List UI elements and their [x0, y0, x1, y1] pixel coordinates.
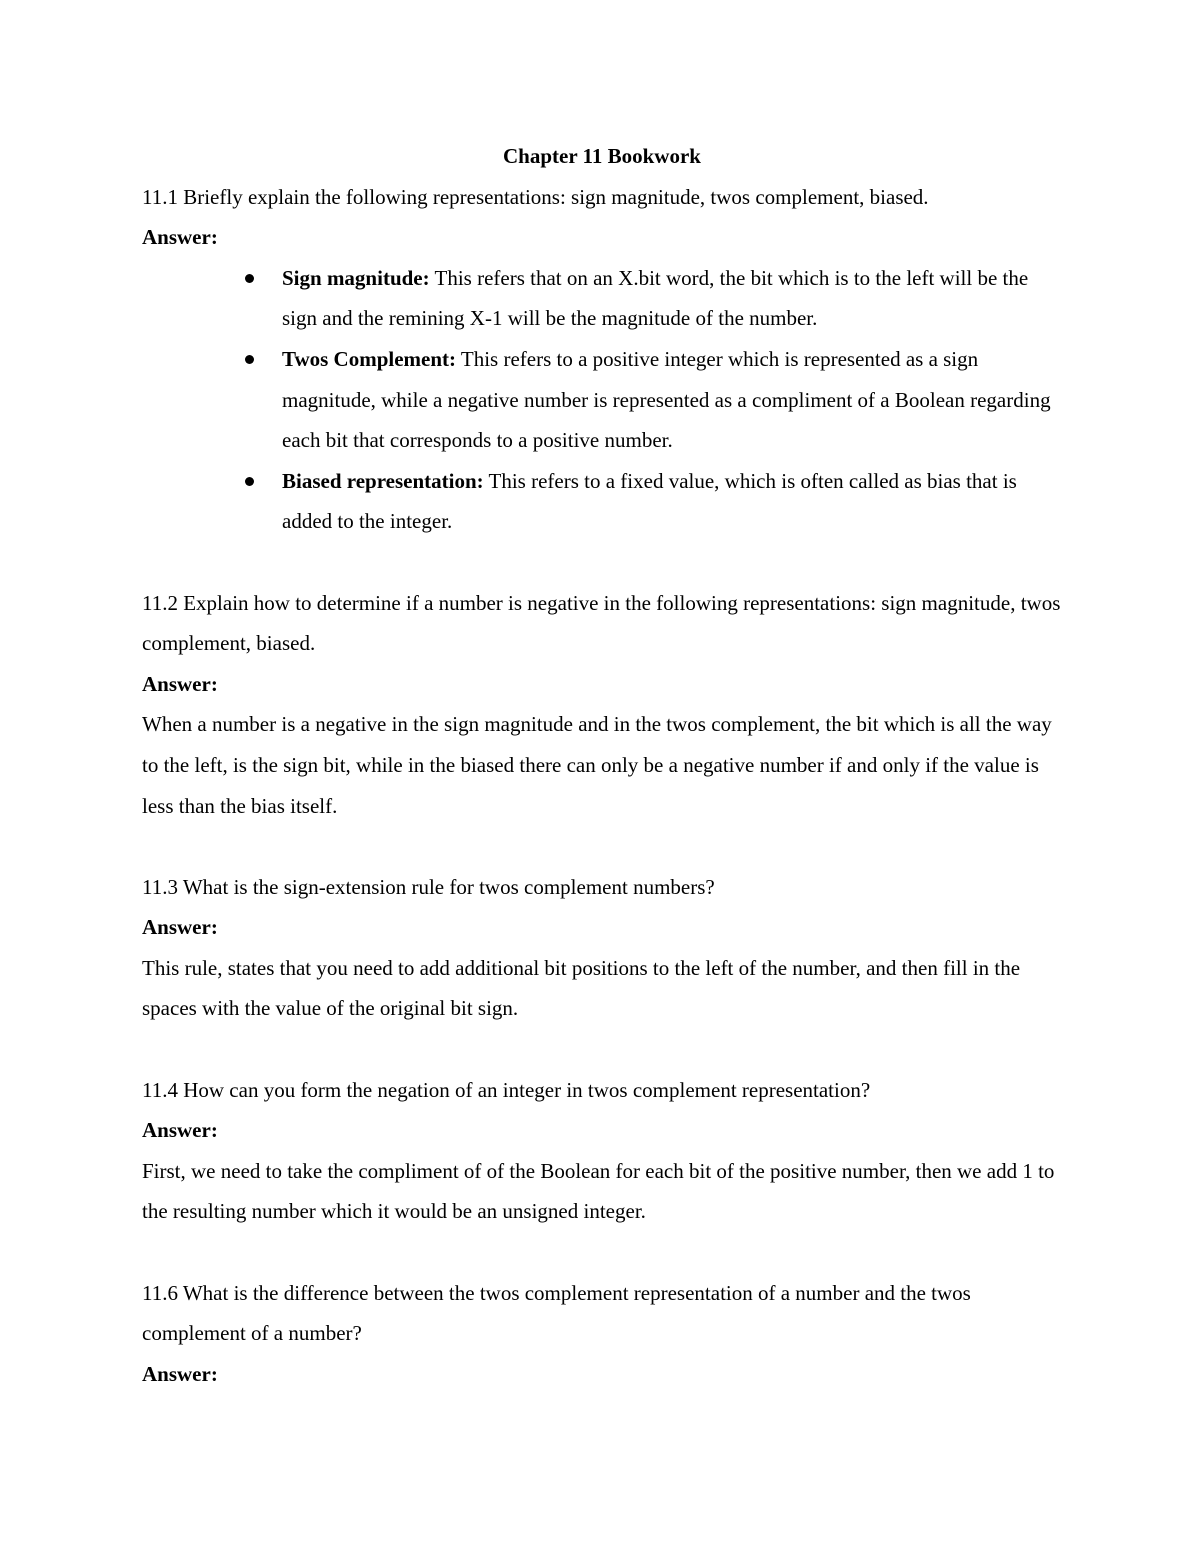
bullet-icon: [245, 355, 254, 364]
answer-label-11-6: Answer:: [142, 1361, 218, 1386]
answer-label-11-1: Answer:: [142, 225, 218, 250]
spacer: [142, 542, 1062, 583]
bullet-text: This refers to a positive integer which is represented as a sign magnitude, while a negative number is represented as a compliment of a Boolean regarding each bit that corresponds to a positive number.: [282, 346, 1051, 453]
answer-label-11-4: Answer:: [142, 1118, 218, 1143]
answer-label-11-2: Answer:: [142, 671, 218, 696]
page-title: Chapter 11 Bookwork: [503, 144, 701, 168]
spacer: [142, 1029, 1062, 1070]
list-item: [282, 461, 1062, 542]
list-item: [282, 258, 1062, 339]
bullet-term: Sign magnitude:: [282, 265, 430, 290]
question-11-3: 11.3 What is the sign-extension rule for twos complement numbers?: [142, 874, 715, 899]
question-11-2: 11.2 Explain how to determine if a number is negative in the following representations: sign magnitude, twos complement, biased.: [142, 590, 1061, 656]
bullet-term: Biased representation:: [282, 468, 484, 493]
question-11-1: 11.1 Briefly explain the following representations: sign magnitude, twos complement, biased.: [142, 184, 929, 209]
bullet-term: Twos Complement:: [282, 346, 457, 371]
answer-11-3: This rule, states that you need to add additional bit positions to the left of the number, and then fill in the spaces with the value of the original bit sign.: [142, 955, 1021, 1021]
answer-11-2: When a number is a negative in the sign magnitude and in the twos complement, the bit which is all the way to the left, is the sign bit, while in the biased there can only be a negative number if and only if the value is less than the bias itself.: [142, 712, 1052, 818]
answer-label-11-3: Answer:: [142, 915, 218, 940]
question-11-4: 11.4 How can you form the negation of an integer in twos complement representation?: [142, 1077, 871, 1102]
list-item: [282, 339, 1062, 461]
bullet-icon: [245, 477, 254, 486]
document-body: [142, 136, 1062, 1394]
answer-11-4: First, we need to take the compliment of of the Boolean for each bit of the positive number, then we add 1 to the resulting number which it would be an unsigned integer.: [142, 1158, 1055, 1224]
bullet-text: This refers to a fixed value, which is often called as bias that is added to the integer.: [282, 468, 1017, 534]
bullet-text: This refers that on an X.bit word, the bit which is to the left will be the sign and the remining X-1 will be the magnitude of the number.: [282, 265, 1029, 331]
answer-list-11-1: [142, 258, 1062, 542]
spacer: [142, 826, 1062, 867]
bullet-icon: [245, 274, 254, 283]
question-11-6: 11.6 What is the difference between the twos complement representation of a number and the twos complement of a number?: [142, 1280, 971, 1346]
spacer: [142, 1232, 1062, 1273]
